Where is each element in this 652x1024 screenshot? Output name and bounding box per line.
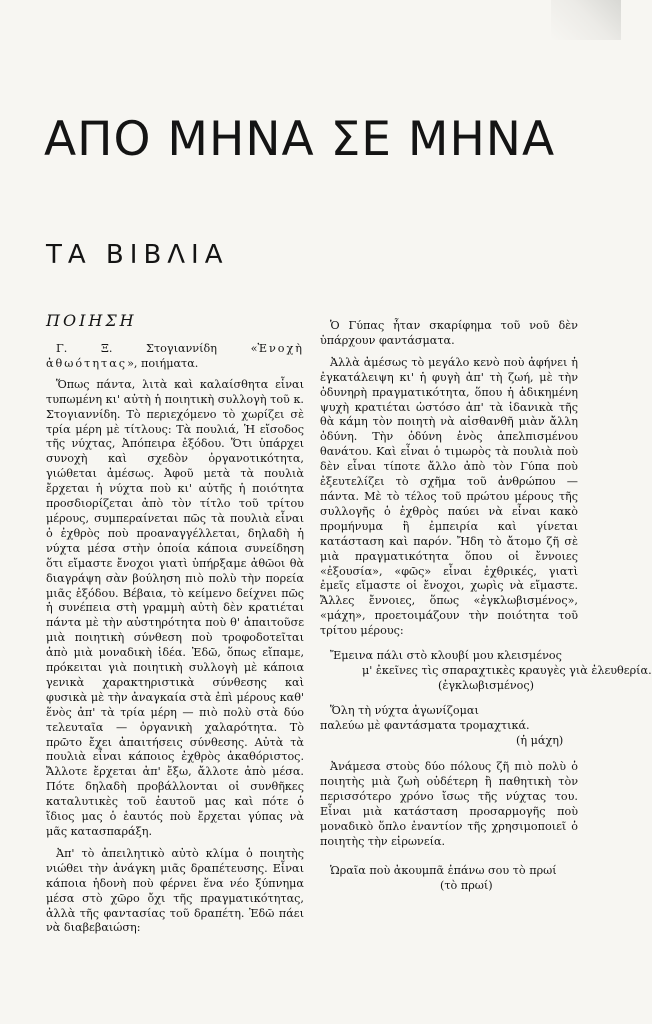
category-heading: ΠΟΙΗΣΗ — [46, 311, 137, 330]
page-title: ΑΠΟ ΜΗΝΑ ΣΕ ΜΗΝΑ — [44, 112, 556, 167]
review-paragraph: Ἀπ' τὸ ἀπειλητικὸ αὐτὸ κλίμα ὁ ποιητὴς νιώθει τὴν ἀνάγκη μιᾶς δραπέτευσης. Εἶναι κάποια ἡδονὴ ποὺ φέρνει ἕνα νέο ξύπνημα μέσα στὸ χῶρο ὄχι τῆς πραγματικότητας, ἀλλὰ τῆς φαντασίας τοῦ δραπέτη. Ἐδῶ πάει νὰ διαβεβαιώση: — [46, 846, 304, 935]
poem-line: Ἔμεινα πάλι στὸ κλουβί μου κλεισμένος — [330, 649, 562, 663]
left-column — [46, 311, 304, 936]
review-paragraph: Ὅπως πάντα, λιτὰ καὶ καλαίσθητα εἶναι τυπωμένη κι' αὐτὴ ἡ ποιητικὴ συλλογὴ τοῦ κ. Στογιαννίδη. Τὸ περιεχόμενο τὸ χωρίζει σὲ τρία μέρη μὲ τίτλους: Τὰ πουλιά, Ἡ εἴσοδος τῆς νύχτας, Ἀπόπειρα ἐξόδου. Ὅτι ὑπάρχει συνοχὴ καὶ σχεδὸν ὀργανοτικότητα, γιώθεται ἀμέσως. Ἀφοῦ μετὰ τὰ πουλιὰ ἔρχεται ἡ νύχτα ποὺ κι' αὐτῆς ἡ ποιότητα προσδιορίζεται ἀπὸ τὸν τίτλο τοῦ τρίτου μέρους, συμπεραίνεται πῶς τὰ πουλιὰ εἶναι ὁ ἐχθρὸς ποὺ προαναγγέλλεται, δηλαδὴ ἡ νύχτα μέσα στὴν ὁποία κάποια συνείδηση ὅτι εἴμαστε ἔνοχοι γιατὶ ὑπήρξαμε ἀθῶοι θὰ διαγράψη σὰν βούληση πιὸ πολὺ τὴν πορεία μιᾶς ἐξόδου. Βέβαια, τὸ κείμενο δείχνει πῶς ἡ συνέπεια στὴ γραμμὴ αὐτὴ δὲν κρατιέται πάντα μὲ τὴν αὐστηρότητα ποὺ θ' ἀπαιτοῦσε μιὰ ποιητικὴ σύνθεση ποὺ τροφοδοτεῖται ἀπὸ μιὰ μοναδικὴ ἰδέα. Ἐδῶ, ὅπως εἴπαμε, πρόκειται γιὰ ποιητικὴ συλλογὴ μὲ κάποια γενικὰ χαρακτηριστικὰ σύνθεσης καὶ φυσικὰ μὲ τὴν ἀναγκαία στὰ ἐπὶ μέρους καθ' ἕνὸς ἀπ' τὰ τρία μέρη — πιὸ πολὺ στὰ δύο τελευταῖα — ὀργανικὴ χαλαρότητα. Τὸ πρῶτο ἔχει ἀπαιτήσεις σύνθεσης. Αὐτὰ τὰ πουλιὰ εἶναι κάποιος ἐχθρὸς ἀκαθόριστος. Ἄλλοτε ἔρχεται ἀπ' ἔξω, ἄλλοτε ἀπὸ μέσα. Πότε δηλαδὴ προβάλλονται οἱ συνθῆκες καταλυτικὲς τοῦ ἑαυτοῦ μας καὶ πότε ὁ ἴδιος μας ὁ ἑαυτός ποὺ ἔρχεται γύπας νὰ μᾶς κατασπαράξη. — [46, 377, 304, 838]
page-corner-shadow — [551, 0, 621, 40]
review-header — [46, 342, 304, 372]
poem-excerpt — [320, 864, 578, 894]
poem-line: μ' ἐκεῖνες τὶς σπαραχτικὲς κραυγὲς γιὰ ἐλευθερία. — [362, 663, 652, 677]
review-paragraph: Ἀλλὰ ἀμέσως τὸ μεγάλο κενὸ ποὺ ἀφήνει ἡ ἐγκατάλειψη κι' ἡ φυγὴ ἀπ' τὴ ζωή, μὲ τὴν ὀδυνηρὴ πραγματικότητα, ὅπου ἡ ἀδικημένη ψυχὴ κρατιέται ὡστόσο ἀπ' τὰ ἰδανικὰ τῆς θὰ κάμη τὸν ποιητὴ νὰ αἰσθανθῆ μιὰν ἄλλη ὀδύνη. Τὴν ὀδύνη ἑνὸς ἀπελπισμένου θανάτου. Καὶ εἶναι ὁ τιμωρὸς τὰ πουλιὰ ποὺ δὲν εἶναι τίποτε ἄλλο ἀπὸ τὸν Γύπα ποὺ ἐξευτελίζει τὸ σχῆμα τοῦ ἀνθρώπου — πάντα. Μὲ τὸ τέλος τοῦ πρώτου μέρους τῆς συλλογῆς ὁ ἐχθρὸς παύει νὰ εἶναι κακὸ προμήνυμα ἢ ἐμπειρία καὶ γίνεται κατάσταση καὶ παρόν. Ἤδη τὸ ἄτομο ζῆ σὲ μιὰ πραγματικότητα ὅπου οἱ ἔννοιες «ἐξουσία», «φῶς» εἶναι ἐχθρικές, γιατὶ ἐμεῖς εἴμαστε οἱ ἔνοχοι, χωρὶς νὰ εἴμαστε. Ἄλλες ἔννοιες, ὅπως «ἐγκλωβισμένος», «μάχη», προετοιμάζουν τὴν ποιότητα τοῦ τρίτου μέρους: — [320, 355, 578, 638]
poem-line: Ὅλη τὴ νύχτα ἀγωνίζομαι — [330, 703, 479, 717]
section-title: ΤΑ ΒΙΒΛΙΑ — [46, 240, 229, 270]
poem-line: παλεύω μὲ φαντάσματα τρομαχτικά. — [320, 718, 530, 732]
poem-source: (ἡ μάχη) — [516, 733, 564, 747]
book-author: Γ. Ξ. Στογιαννίδη « — [56, 342, 258, 355]
quote-line: Ὁ Γύπας ἦταν σκαρίφημα τοῦ νοῦ δὲν ὑπάρχουν φαντάσματα. — [320, 319, 578, 347]
poem-excerpt — [320, 704, 578, 749]
poem-source: (ἐγκλωβισμένος) — [438, 678, 534, 692]
review-paragraph: Ἀνάμεσα στοὺς δύο πόλους ζῆ πιὸ πολὺ ὁ ποιητὴς μιὰ ζωὴ οὐδέτερη ἢ παθητικὴ τὸν περισσότερο χρόνο ἴσως τῆς νύχτας του. Εἶναι μιὰ κατάσταση προσαρμογῆς ποὺ μοναδικὸ ὅπλο ἐναντίον τῆς χρησιμοποιεῖ ὁ ποιητὴς τὴν εἰρωνεία. — [320, 760, 578, 848]
book-title: Ἐνοχὴ ἀθωότητας — [46, 342, 304, 370]
poem-line: Ὡραῖα ποὺ ἀκουμπᾶ ἐπάνω σου τὸ πρωί — [330, 863, 557, 877]
book-type: », ποιήματα. — [127, 356, 199, 370]
poem-source: (τὸ πρωί) — [440, 878, 493, 892]
poem-excerpt — [320, 649, 652, 694]
right-column — [320, 319, 652, 894]
